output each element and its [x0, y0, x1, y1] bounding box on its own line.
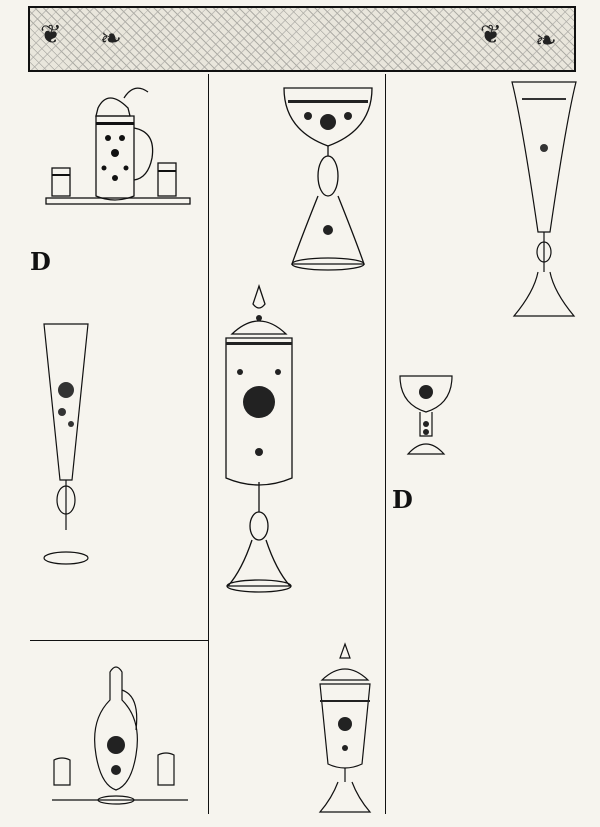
small-goblet-illustration: [310, 640, 380, 820]
flute-glass-illustration: [38, 320, 94, 570]
tall-vase-illustration: [508, 78, 580, 328]
article-paragraph: [30, 247, 206, 276]
roemer-glass-illustration: [394, 370, 458, 462]
column-rule: [30, 640, 208, 641]
column-rule: [385, 74, 386, 814]
drop-cap: D: [30, 247, 51, 276]
leaf-ornament-icon: ❧: [535, 26, 557, 56]
ewer-set-illustration: [40, 660, 200, 810]
leaf-ornament-icon: ❦: [40, 20, 62, 50]
leaf-ornament-icon: ❧: [100, 24, 122, 54]
leaf-ornament-icon: ❦: [480, 20, 502, 50]
chalice-illustration: [278, 80, 378, 275]
article-paragraph: [392, 485, 582, 514]
covered-goblet-illustration: [212, 282, 306, 602]
column-rule: [208, 74, 209, 814]
stein-set-illustration: [38, 78, 198, 218]
masthead-banner: [28, 6, 576, 72]
drop-cap: D: [392, 485, 413, 514]
